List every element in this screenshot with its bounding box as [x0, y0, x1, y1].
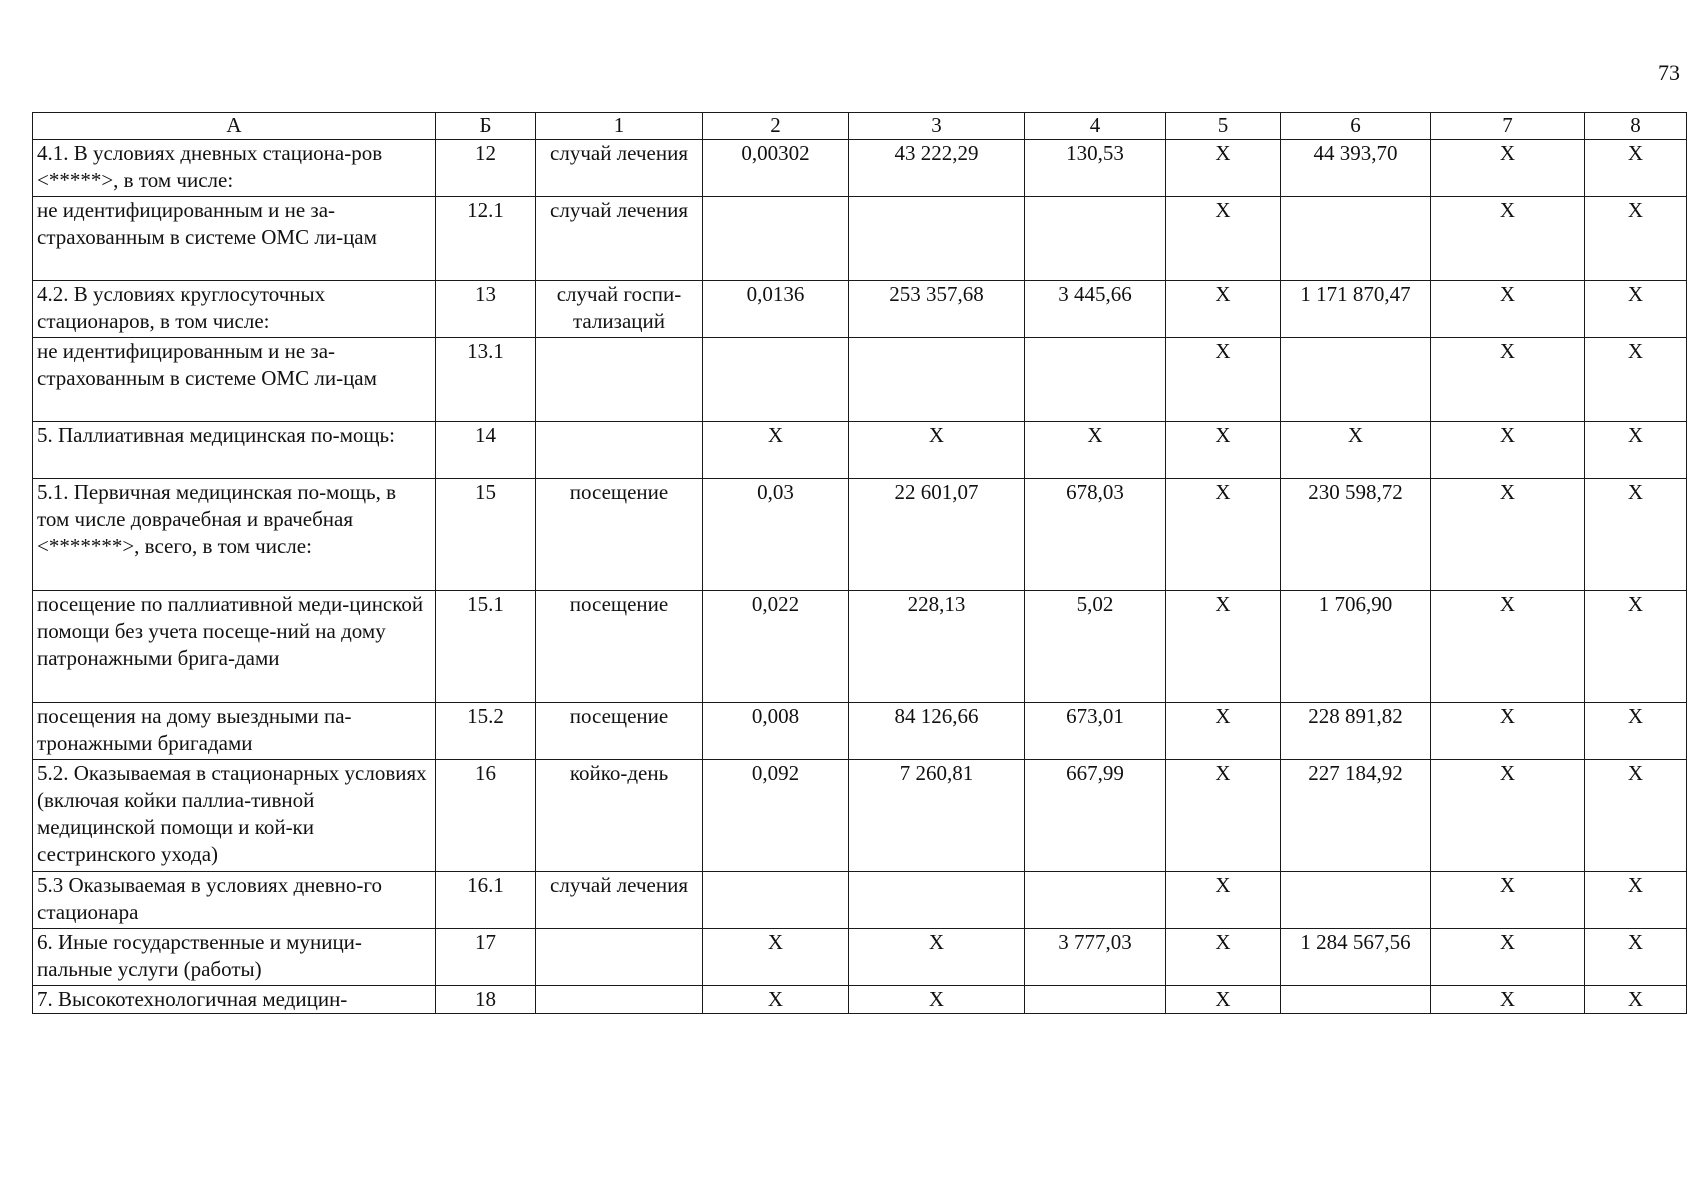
- row-unit: случай лечения: [536, 140, 703, 197]
- cell-col-8: X: [1585, 422, 1687, 479]
- header-col-5: 5: [1166, 113, 1281, 140]
- row-description: 6. Иные государственные и муници-пальные услуги (работы): [33, 929, 436, 986]
- cell-col-5: X: [1166, 760, 1281, 872]
- row-unit: посещение: [536, 591, 703, 703]
- cell-col-6: 227 184,92: [1281, 760, 1431, 872]
- cell-col-4: X: [1025, 422, 1166, 479]
- cell-col-7: X: [1431, 197, 1585, 281]
- row-code: 13.1: [436, 338, 536, 422]
- cell-col-8: X: [1585, 479, 1687, 591]
- cell-col-5: X: [1166, 872, 1281, 929]
- cell-col-4: 5,02: [1025, 591, 1166, 703]
- cell-col-3: X: [849, 929, 1025, 986]
- cell-col-7: X: [1431, 986, 1585, 1014]
- cell-col-7: X: [1431, 338, 1585, 422]
- table-row: [33, 422, 1687, 479]
- row-description: 5.2. Оказываемая в стационарных условиях (включая койки паллиа-тивной медицинской помощи и кой-ки сестринского ухода): [33, 760, 436, 872]
- cell-col-6: [1281, 986, 1431, 1014]
- cell-col-5: X: [1166, 422, 1281, 479]
- row-code: 15.1: [436, 591, 536, 703]
- cell-col-4: [1025, 338, 1166, 422]
- cell-col-7: X: [1431, 872, 1585, 929]
- table-row: [33, 760, 1687, 872]
- cell-col-8: X: [1585, 197, 1687, 281]
- row-unit: [536, 422, 703, 479]
- cell-col-7: X: [1431, 591, 1585, 703]
- row-description: посещение по паллиативной меди-цинской помощи без учета посеще-ний на дому патронажными брига-дами: [33, 591, 436, 703]
- cell-col-7: X: [1431, 760, 1585, 872]
- row-code: 12: [436, 140, 536, 197]
- cell-col-5: X: [1166, 338, 1281, 422]
- table-row: [33, 703, 1687, 760]
- cell-col-2: 0,008: [703, 703, 849, 760]
- cell-col-2: [703, 197, 849, 281]
- cell-col-4: 678,03: [1025, 479, 1166, 591]
- row-unit: койко-день: [536, 760, 703, 872]
- page-number: 73: [1658, 60, 1680, 85]
- cell-col-2: 0,022: [703, 591, 849, 703]
- header-col-8: 8: [1585, 113, 1687, 140]
- cell-col-7: X: [1431, 140, 1585, 197]
- table-row: [33, 591, 1687, 703]
- header-row: [33, 113, 1687, 140]
- cell-col-4: 130,53: [1025, 140, 1166, 197]
- cell-col-7: X: [1431, 929, 1585, 986]
- cell-col-2: 0,0136: [703, 281, 849, 338]
- cell-col-6: 44 393,70: [1281, 140, 1431, 197]
- row-unit: посещение: [536, 479, 703, 591]
- row-description: не идентифицированным и не за-страхованным в системе ОМС ли-цам: [33, 197, 436, 281]
- cell-col-8: X: [1585, 140, 1687, 197]
- cell-col-5: X: [1166, 479, 1281, 591]
- table-row: [33, 872, 1687, 929]
- row-unit: [536, 986, 703, 1014]
- cell-col-2: 0,092: [703, 760, 849, 872]
- cell-col-2: 0,00302: [703, 140, 849, 197]
- cell-col-2: [703, 872, 849, 929]
- row-code: 16: [436, 760, 536, 872]
- cell-col-7: X: [1431, 281, 1585, 338]
- cell-col-2: [703, 338, 849, 422]
- cell-col-3: [849, 872, 1025, 929]
- cell-col-3: 84 126,66: [849, 703, 1025, 760]
- cell-col-8: X: [1585, 591, 1687, 703]
- cell-col-5: X: [1166, 197, 1281, 281]
- row-description: 7. Высокотехнологичная медицин-: [33, 986, 436, 1014]
- cell-col-8: X: [1585, 703, 1687, 760]
- cell-col-2: 0,03: [703, 479, 849, 591]
- cell-col-5: X: [1166, 591, 1281, 703]
- cell-col-2: X: [703, 929, 849, 986]
- header-col-b: Б: [436, 113, 536, 140]
- cell-col-3: 43 222,29: [849, 140, 1025, 197]
- row-unit: [536, 338, 703, 422]
- header-col-4: 4: [1025, 113, 1166, 140]
- header-col-a: А: [33, 113, 436, 140]
- row-unit: случай лечения: [536, 197, 703, 281]
- cell-col-3: 22 601,07: [849, 479, 1025, 591]
- cell-col-8: X: [1585, 872, 1687, 929]
- table-row: [33, 281, 1687, 338]
- cell-col-3: X: [849, 986, 1025, 1014]
- table-row: [33, 338, 1687, 422]
- table-row: [33, 140, 1687, 197]
- cell-col-7: X: [1431, 479, 1585, 591]
- funding-table: [32, 112, 1687, 1014]
- cell-col-6: 230 598,72: [1281, 479, 1431, 591]
- cell-col-4: 667,99: [1025, 760, 1166, 872]
- table-row: [33, 986, 1687, 1014]
- row-description: 5. Паллиативная медицинская по-мощь:: [33, 422, 436, 479]
- row-code: 16.1: [436, 872, 536, 929]
- header-col-7: 7: [1431, 113, 1585, 140]
- row-description: 5.1. Первичная медицинская по-мощь, в том числе доврачебная и врачебная <*******>, всего, в том числе:: [33, 479, 436, 591]
- row-description: не идентифицированным и не за-страхованным в системе ОМС ли-цам: [33, 338, 436, 422]
- row-unit: [536, 929, 703, 986]
- row-unit: случай лечения: [536, 872, 703, 929]
- cell-col-4: 673,01: [1025, 703, 1166, 760]
- cell-col-4: [1025, 197, 1166, 281]
- cell-col-4: [1025, 986, 1166, 1014]
- cell-col-6: [1281, 197, 1431, 281]
- header-col-3: 3: [849, 113, 1025, 140]
- row-code: 18: [436, 986, 536, 1014]
- cell-col-3: [849, 197, 1025, 281]
- cell-col-6: 1 171 870,47: [1281, 281, 1431, 338]
- cell-col-6: [1281, 338, 1431, 422]
- cell-col-6: 228 891,82: [1281, 703, 1431, 760]
- cell-col-5: X: [1166, 281, 1281, 338]
- row-code: 12.1: [436, 197, 536, 281]
- cell-col-3: 228,13: [849, 591, 1025, 703]
- table-row: [33, 197, 1687, 281]
- cell-col-8: X: [1585, 338, 1687, 422]
- row-description: 5.3 Оказываемая в условиях дневно-го стационара: [33, 872, 436, 929]
- cell-col-7: X: [1431, 422, 1585, 479]
- row-unit: случай госпи-тализаций: [536, 281, 703, 338]
- header-col-2: 2: [703, 113, 849, 140]
- cell-col-2: X: [703, 986, 849, 1014]
- cell-col-3: 7 260,81: [849, 760, 1025, 872]
- row-code: 15: [436, 479, 536, 591]
- header-col-1: 1: [536, 113, 703, 140]
- row-description: 4.2. В условиях круглосуточных стационаров, в том числе:: [33, 281, 436, 338]
- cell-col-4: 3 777,03: [1025, 929, 1166, 986]
- table-row: [33, 479, 1687, 591]
- cell-col-8: X: [1585, 760, 1687, 872]
- cell-col-3: [849, 338, 1025, 422]
- cell-col-4: [1025, 872, 1166, 929]
- cell-col-5: X: [1166, 140, 1281, 197]
- row-code: 17: [436, 929, 536, 986]
- cell-col-5: X: [1166, 929, 1281, 986]
- cell-col-4: 3 445,66: [1025, 281, 1166, 338]
- cell-col-8: X: [1585, 986, 1687, 1014]
- cell-col-5: X: [1166, 703, 1281, 760]
- row-description: 4.1. В условиях дневных стациона-ров <*****>, в том числе:: [33, 140, 436, 197]
- table-row: [33, 929, 1687, 986]
- row-description: посещения на дому выездными па-тронажными бригадами: [33, 703, 436, 760]
- cell-col-3: 253 357,68: [849, 281, 1025, 338]
- cell-col-8: X: [1585, 929, 1687, 986]
- header-col-6: 6: [1281, 113, 1431, 140]
- cell-col-5: X: [1166, 986, 1281, 1014]
- cell-col-7: X: [1431, 703, 1585, 760]
- row-unit: посещение: [536, 703, 703, 760]
- cell-col-6: [1281, 872, 1431, 929]
- cell-col-8: X: [1585, 281, 1687, 338]
- cell-col-2: X: [703, 422, 849, 479]
- cell-col-6: X: [1281, 422, 1431, 479]
- cell-col-6: 1 706,90: [1281, 591, 1431, 703]
- row-code: 14: [436, 422, 536, 479]
- row-code: 13: [436, 281, 536, 338]
- cell-col-6: 1 284 567,56: [1281, 929, 1431, 986]
- cell-col-3: X: [849, 422, 1025, 479]
- row-code: 15.2: [436, 703, 536, 760]
